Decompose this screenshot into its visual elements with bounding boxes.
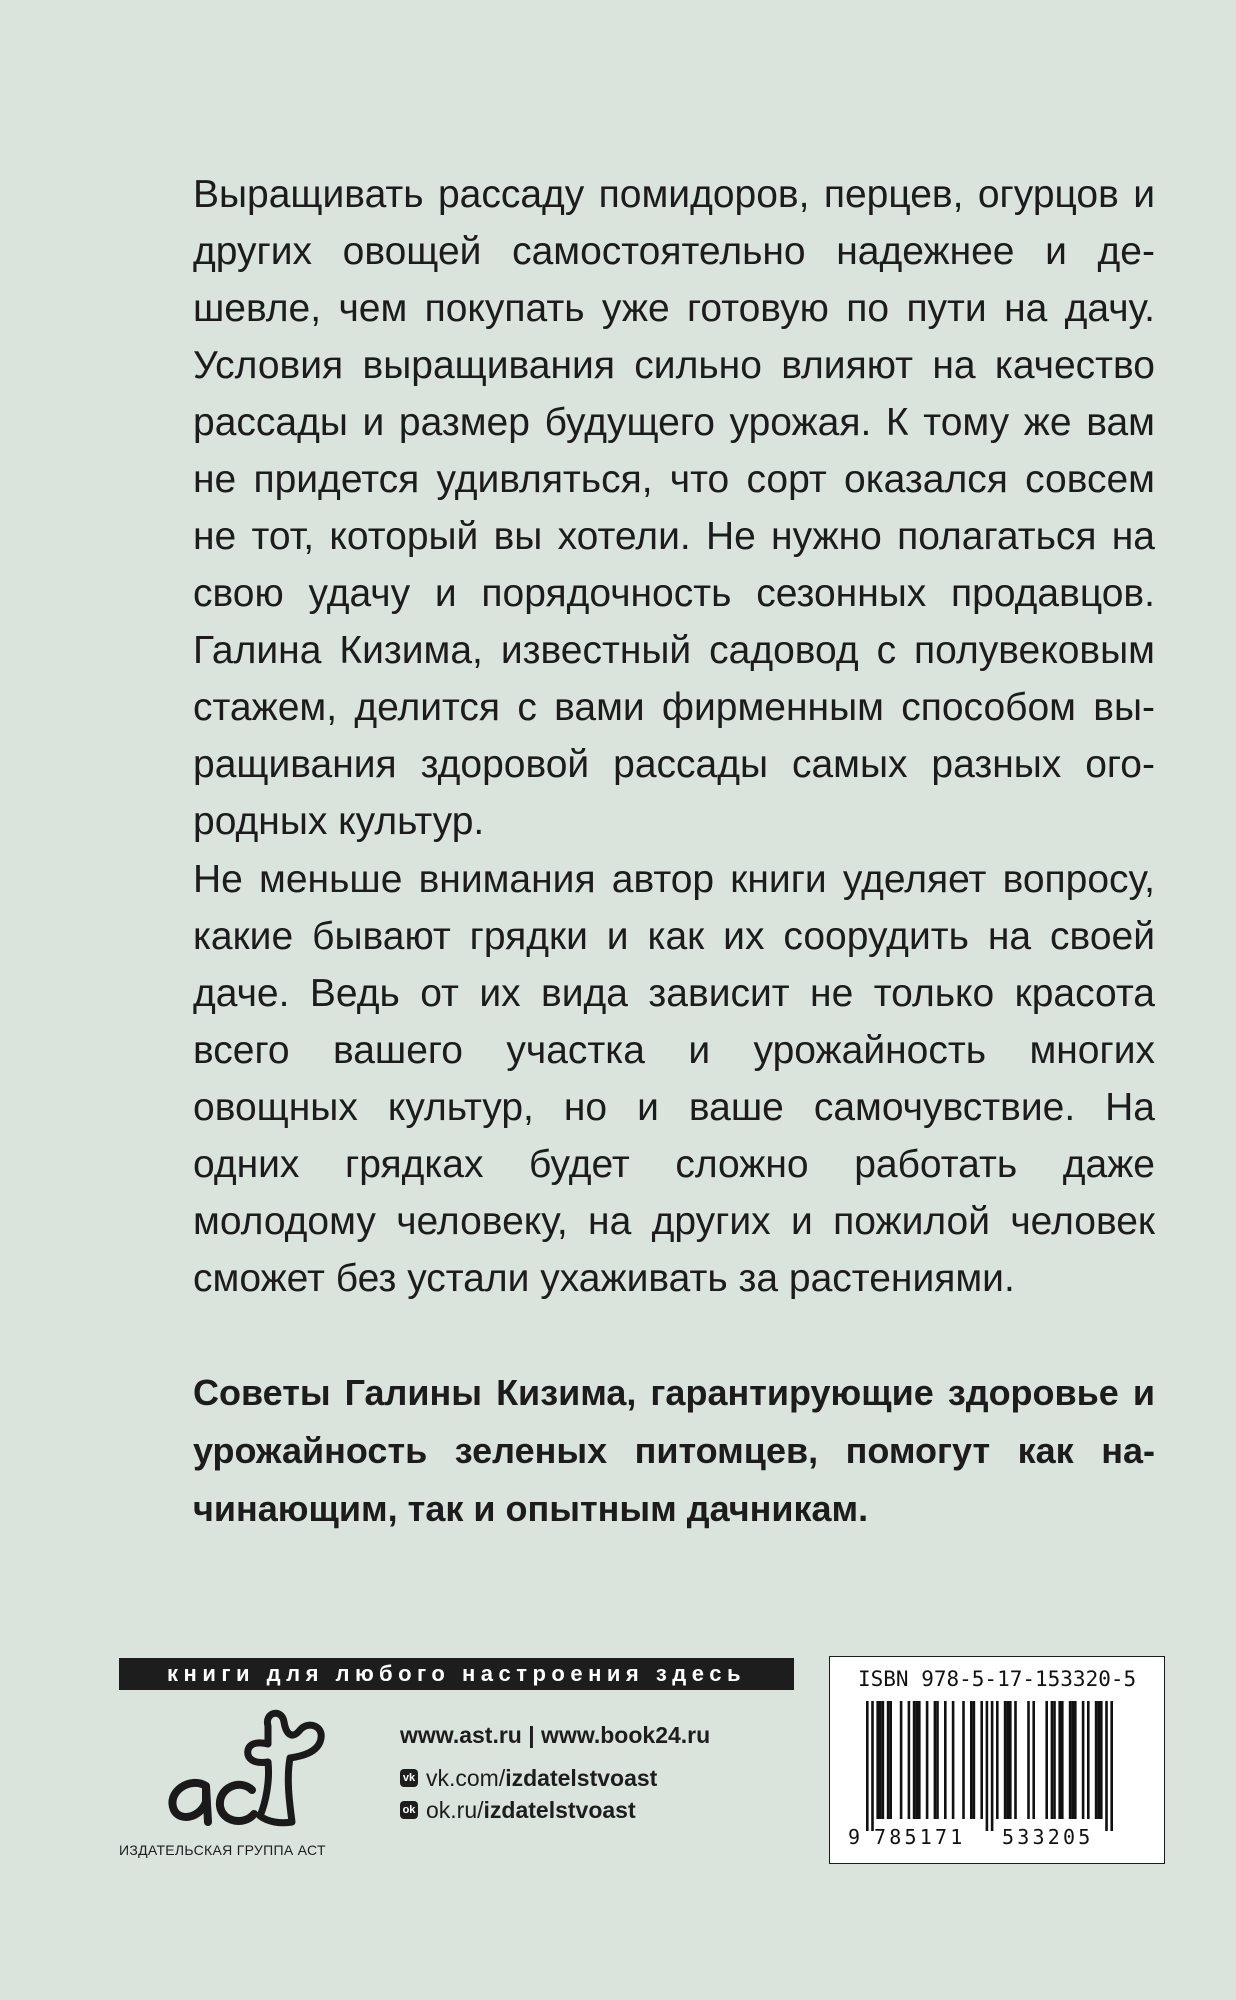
barcode-bar <box>1006 1701 1009 1819</box>
social-handle: izdatelstvoast <box>505 1764 658 1791</box>
barcode-bar <box>879 1701 882 1819</box>
barcode-bar <box>1071 1701 1074 1819</box>
publisher-caption: ИЗДАТЕЛЬСКАЯ ГРУППА АСТ <box>119 1842 326 1858</box>
publisher-contacts <box>400 1722 710 1826</box>
description-paragraph-2: Не меньше внимания автор книги уделяет вопросу, какие бывают грядки и как их соорудить на своей даче. Ведь от их вида зависит не только красота всего вашего участка и урожайность многих овощных культур, но и ваше самочувствие. На одних грядках будет сложно работать даже молодому человеку, на других и пожилой человек сможет без устали ухаживать за растениями. <box>193 858 1155 1300</box>
barcode-bar <box>936 1701 939 1819</box>
barcode-bar <box>900 1701 903 1819</box>
barcode-bar <box>1105 1701 1108 1831</box>
barcode-bar <box>915 1701 918 1819</box>
barcode-bar <box>1097 1701 1100 1819</box>
barcode-bar <box>889 1701 892 1819</box>
barcode-bar <box>918 1701 921 1819</box>
summary-paragraph-bold: Советы Галины Кизима, гарантирующие здоровье и урожайность зеленых питомцев, помогут как начинающим, так и опытным дачникам. <box>193 1372 1155 1529</box>
ean-left-group: 785171 <box>874 1825 966 1849</box>
barcode-bar <box>1087 1701 1090 1819</box>
barcode-bar <box>996 1701 999 1819</box>
barcode-bar <box>913 1701 916 1819</box>
barcode-bar <box>876 1701 879 1819</box>
barcode-bar <box>1045 1701 1048 1819</box>
website-links[interactable]: www.ast.ru | www.book24.ru <box>400 1722 711 1748</box>
barcode-bar <box>1051 1701 1054 1819</box>
social-handle: izdatelstvoast <box>483 1796 636 1823</box>
barcode-bar <box>1053 1701 1056 1819</box>
barcode-bar <box>986 1701 989 1831</box>
barcode-bar <box>1058 1701 1061 1819</box>
ok-icon: ok <box>400 1801 418 1819</box>
barcode-bar <box>926 1701 929 1819</box>
isbn-barcode-box <box>829 1656 1165 1864</box>
social-link-vk[interactable] <box>400 1762 710 1794</box>
barcode-bar <box>1027 1701 1030 1819</box>
barcode-bar <box>973 1701 976 1819</box>
barcode-bar <box>1014 1701 1017 1819</box>
barcode-bar <box>1082 1701 1085 1819</box>
barcode-bar <box>934 1701 937 1819</box>
barcode-bar <box>871 1701 874 1831</box>
barcode-bar <box>1095 1701 1098 1819</box>
barcode-bar <box>980 1701 983 1819</box>
barcode-bar <box>952 1701 955 1819</box>
social-link-ok[interactable] <box>400 1794 710 1826</box>
vk-icon: vk <box>400 1769 418 1787</box>
barcode-bar <box>944 1701 947 1819</box>
barcode-bar <box>882 1701 885 1819</box>
social-prefix: vk.com/ <box>426 1764 506 1791</box>
publisher-logo <box>160 1706 340 1836</box>
barcode-bar <box>1074 1701 1077 1819</box>
barcode-bar <box>970 1701 973 1819</box>
ast-logo-icon <box>160 1706 340 1836</box>
barcode-bar <box>1009 1701 1012 1819</box>
barcode-bar <box>1069 1701 1072 1819</box>
barcode-bar <box>1004 1701 1007 1819</box>
barcode-bar <box>962 1701 965 1819</box>
barcode-bar <box>1110 1701 1113 1831</box>
barcode-bar <box>908 1701 911 1819</box>
ean-right-group: 533205 <box>1002 1825 1094 1849</box>
tagline-bar: книги для любого настроения здесь <box>119 1658 794 1690</box>
barcode-bar <box>866 1701 869 1831</box>
isbn-number: ISBN 978-5-17-153320-5 <box>858 1667 1137 1691</box>
barcode-bar <box>887 1701 890 1819</box>
barcode-bar <box>991 1701 994 1831</box>
social-prefix: ok.ru/ <box>426 1796 484 1823</box>
barcode-icon <box>866 1701 1128 1831</box>
barcode-bar <box>1100 1701 1103 1819</box>
barcode-bar <box>1032 1701 1035 1819</box>
ean-first-digit: 9 <box>848 1825 861 1849</box>
description-paragraph-1: Выращивать рассаду помидоров, перцев, огурцов и других овощей самостоятельно надежнее и дешевле, чем покупать уже готовую по пути на дачу. Условия выращивания сильно влияют на качество рассады и размер будущего урожая. К тому же вам не придется удивляться, что сорт оказался совсем не тот, который вы хотели. Не нужно полагаться на свою удачу и порядочность сезонных продавцов. Галина Кизима, известный садовод с полувековым стажем, делится с вами фирменным способом выращивания здоровой рассады самых разных огородных культур. <box>193 173 1155 843</box>
barcode-bar <box>1061 1701 1064 1819</box>
